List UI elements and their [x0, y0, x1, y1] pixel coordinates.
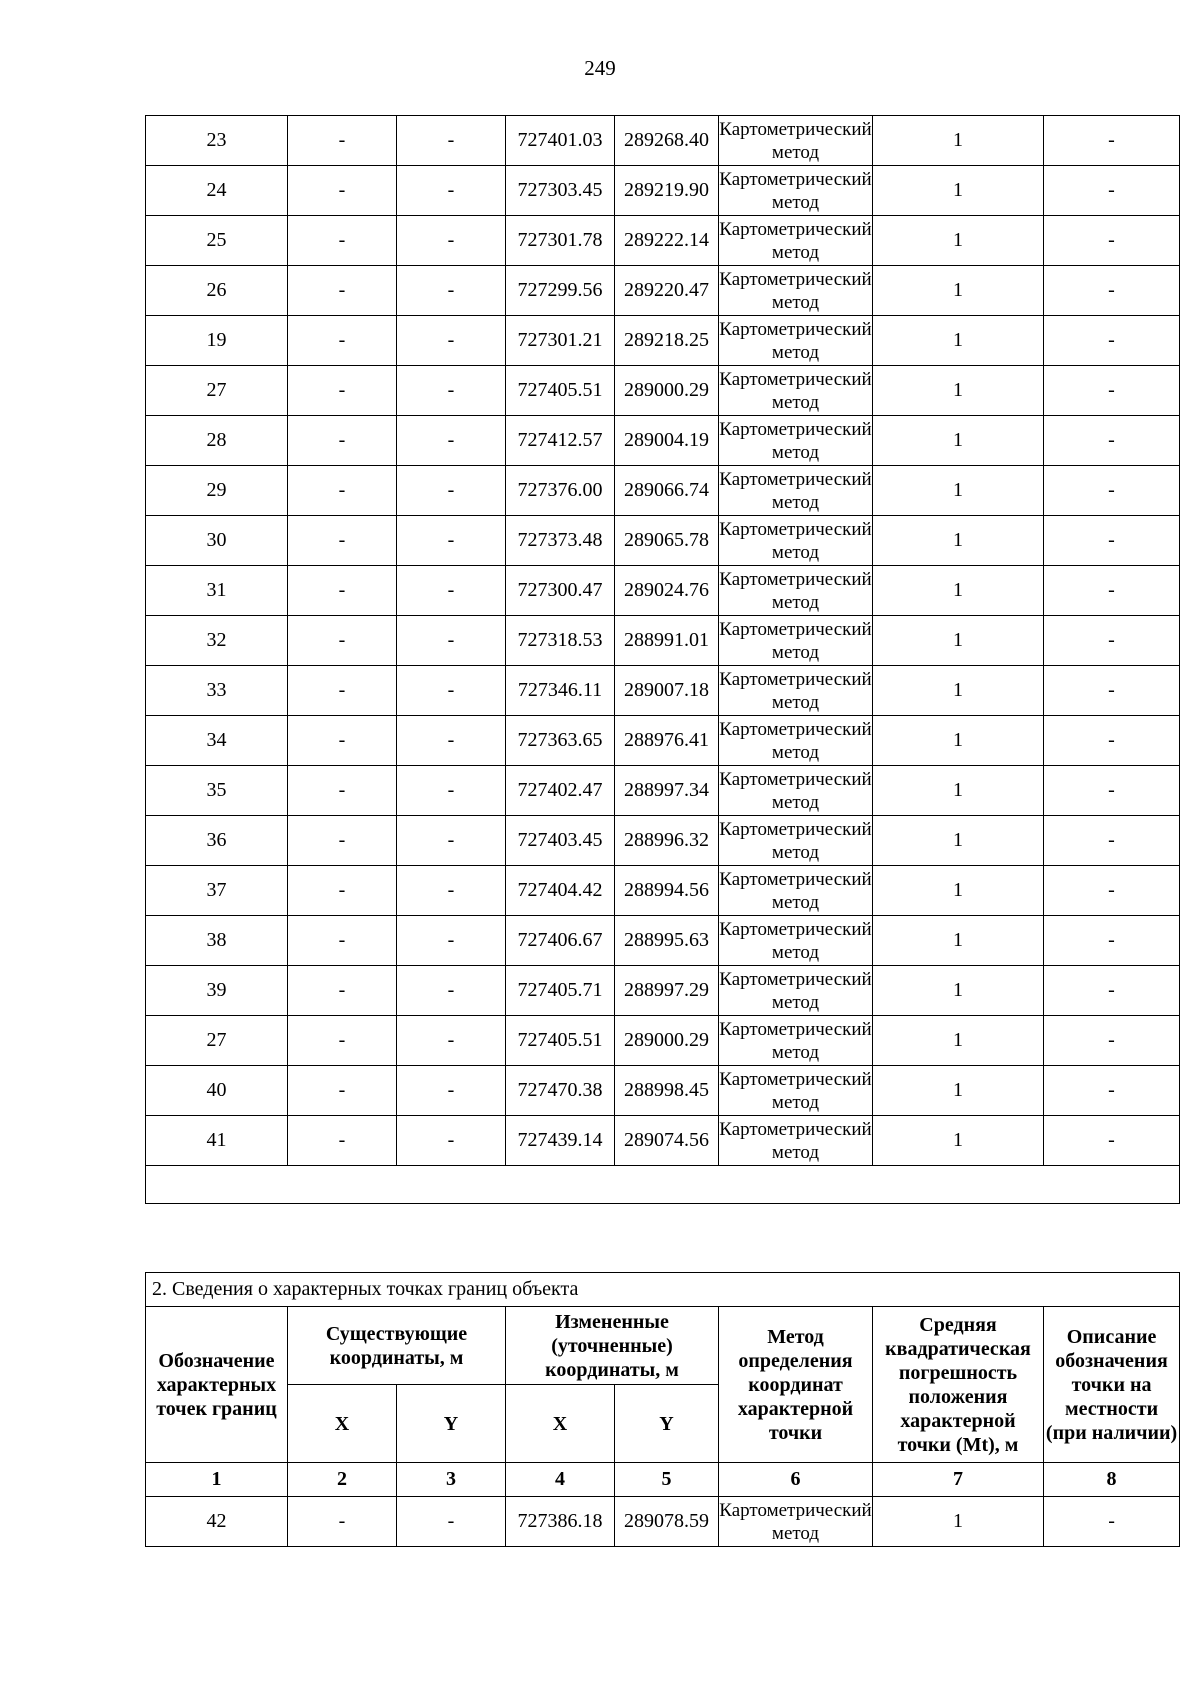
table-row	[146, 1497, 1180, 1547]
cell-changed-y: 289074.56	[615, 1116, 719, 1166]
cell-existing-y: -	[397, 1066, 506, 1116]
cell-changed-x: 727301.21	[506, 316, 615, 366]
cell-changed-x: 727412.57	[506, 416, 615, 466]
cell-existing-y: -	[397, 366, 506, 416]
cell-accuracy: 1	[873, 616, 1044, 666]
cell-method: Картометрический метод	[719, 266, 873, 316]
table-row	[146, 316, 1180, 366]
column-number: 2	[288, 1463, 397, 1497]
coordinates-table-continued	[145, 115, 1180, 1204]
cell-existing-y: -	[397, 966, 506, 1016]
cell-method: Картометрический метод	[719, 316, 873, 366]
cell-changed-x: 727376.00	[506, 466, 615, 516]
cell-description: -	[1044, 1066, 1180, 1116]
table-row	[146, 666, 1180, 716]
cell-description: -	[1044, 566, 1180, 616]
cell-changed-x: 727439.14	[506, 1116, 615, 1166]
cell-changed-y: 288995.63	[615, 916, 719, 966]
table-row	[146, 616, 1180, 666]
cell-description: -	[1044, 216, 1180, 266]
cell-changed-x: 727405.51	[506, 1016, 615, 1066]
cell-point: 33	[146, 666, 288, 716]
header-description: Описание обозначения точки на местности (при наличии)	[1044, 1307, 1180, 1463]
cell-accuracy: 1	[873, 116, 1044, 166]
cell-existing-y: -	[397, 1016, 506, 1066]
cell-accuracy: 1	[873, 766, 1044, 816]
cell-description: -	[1044, 666, 1180, 716]
cell-method: Картометрический метод	[719, 116, 873, 166]
cell-description: -	[1044, 466, 1180, 516]
cell-changed-x: 727373.48	[506, 516, 615, 566]
table-row	[146, 766, 1180, 816]
cell-changed-y: 288998.45	[615, 1066, 719, 1116]
column-number: 7	[873, 1463, 1044, 1497]
cell-changed-y: 289218.25	[615, 316, 719, 366]
cell-existing-y: -	[397, 1116, 506, 1166]
cell-existing-x: -	[288, 166, 397, 216]
cell-method: Картометрический метод	[719, 1497, 873, 1547]
cell-point: 25	[146, 216, 288, 266]
column-number: 1	[146, 1463, 288, 1497]
cell-accuracy: 1	[873, 816, 1044, 866]
cell-existing-x: -	[288, 966, 397, 1016]
cell-existing-x: -	[288, 1497, 397, 1547]
cell-changed-y: 289268.40	[615, 116, 719, 166]
cell-method: Картометрический метод	[719, 966, 873, 1016]
cell-existing-x: -	[288, 316, 397, 366]
cell-existing-x: -	[288, 766, 397, 816]
cell-description: -	[1044, 516, 1180, 566]
cell-existing-x: -	[288, 616, 397, 666]
cell-changed-y: 288996.32	[615, 816, 719, 866]
cell-point: 27	[146, 1016, 288, 1066]
cell-existing-x: -	[288, 1116, 397, 1166]
header-method: Метод определения координат характерной точки	[719, 1307, 873, 1463]
table-row	[146, 416, 1180, 466]
cell-changed-x: 727299.56	[506, 266, 615, 316]
table-row	[146, 1016, 1180, 1066]
cell-accuracy: 1	[873, 966, 1044, 1016]
cell-description: -	[1044, 916, 1180, 966]
header-changed-coordinates: Измененные (уточненные) координаты, м	[506, 1307, 719, 1385]
cell-description: -	[1044, 616, 1180, 666]
cell-changed-y: 288997.34	[615, 766, 719, 816]
cell-existing-x: -	[288, 816, 397, 866]
cell-changed-y: 289066.74	[615, 466, 719, 516]
table-row	[146, 816, 1180, 866]
section-title: 2. Сведения о характерных точках границ объекта	[146, 1273, 1180, 1307]
cell-existing-x: -	[288, 1016, 397, 1066]
cell-changed-y: 289000.29	[615, 366, 719, 416]
empty-row	[146, 1166, 1180, 1204]
cell-method: Картометрический метод	[719, 816, 873, 866]
cell-changed-x: 727405.51	[506, 366, 615, 416]
cell-existing-y: -	[397, 1497, 506, 1547]
column-number: 5	[615, 1463, 719, 1497]
cell-description: -	[1044, 316, 1180, 366]
cell-changed-x: 727318.53	[506, 616, 615, 666]
cell-description: -	[1044, 866, 1180, 916]
cell-accuracy: 1	[873, 416, 1044, 466]
cell-description: -	[1044, 366, 1180, 416]
cell-existing-y: -	[397, 516, 506, 566]
cell-method: Картометрический метод	[719, 216, 873, 266]
table-row	[146, 166, 1180, 216]
cell-description: -	[1044, 1497, 1180, 1547]
cell-point: 32	[146, 616, 288, 666]
cell-method: Картометрический метод	[719, 166, 873, 216]
cell-accuracy: 1	[873, 916, 1044, 966]
table-row	[146, 916, 1180, 966]
cell-existing-x: -	[288, 116, 397, 166]
cell-method: Картометрический метод	[719, 1066, 873, 1116]
cell-changed-y: 288997.29	[615, 966, 719, 1016]
cell-point: 30	[146, 516, 288, 566]
empty-cell	[146, 1166, 1180, 1204]
cell-changed-y: 289007.18	[615, 666, 719, 716]
cell-changed-y: 289004.19	[615, 416, 719, 466]
cell-point: 23	[146, 116, 288, 166]
cell-existing-y: -	[397, 216, 506, 266]
cell-method: Картометрический метод	[719, 666, 873, 716]
cell-point: 38	[146, 916, 288, 966]
cell-existing-x: -	[288, 416, 397, 466]
cell-existing-x: -	[288, 516, 397, 566]
cell-accuracy: 1	[873, 1116, 1044, 1166]
table-row	[146, 566, 1180, 616]
boundary-points-table-body	[146, 1497, 1180, 1547]
cell-existing-x: -	[288, 1066, 397, 1116]
cell-accuracy: 1	[873, 1497, 1044, 1547]
cell-existing-y: -	[397, 466, 506, 516]
cell-point: 27	[146, 366, 288, 416]
cell-description: -	[1044, 166, 1180, 216]
cell-existing-y: -	[397, 266, 506, 316]
cell-accuracy: 1	[873, 1066, 1044, 1116]
cell-point: 42	[146, 1497, 288, 1547]
cell-method: Картометрический метод	[719, 1016, 873, 1066]
cell-existing-y: -	[397, 166, 506, 216]
cell-accuracy: 1	[873, 366, 1044, 416]
cell-method: Картометрический метод	[719, 766, 873, 816]
cell-existing-y: -	[397, 816, 506, 866]
cell-changed-x: 727403.45	[506, 816, 615, 866]
cell-existing-x: -	[288, 216, 397, 266]
cell-method: Картометрический метод	[719, 716, 873, 766]
cell-accuracy: 1	[873, 566, 1044, 616]
cell-existing-y: -	[397, 566, 506, 616]
cell-changed-y: 289078.59	[615, 1497, 719, 1547]
table-row	[146, 966, 1180, 1016]
column-number: 6	[719, 1463, 873, 1497]
cell-changed-x: 727300.47	[506, 566, 615, 616]
cell-changed-y: 289222.14	[615, 216, 719, 266]
cell-changed-x: 727404.42	[506, 866, 615, 916]
cell-changed-y: 288976.41	[615, 716, 719, 766]
header-changed-x: X	[506, 1385, 615, 1463]
cell-existing-x: -	[288, 366, 397, 416]
cell-accuracy: 1	[873, 866, 1044, 916]
cell-changed-x: 727401.03	[506, 116, 615, 166]
cell-method: Картометрический метод	[719, 616, 873, 666]
cell-method: Картометрический метод	[719, 1116, 873, 1166]
cell-existing-y: -	[397, 666, 506, 716]
cell-accuracy: 1	[873, 516, 1044, 566]
cell-changed-x: 727301.78	[506, 216, 615, 266]
table-row	[146, 1116, 1180, 1166]
cell-accuracy: 1	[873, 1016, 1044, 1066]
coordinates-table-body	[146, 116, 1180, 1204]
cell-point: 40	[146, 1066, 288, 1116]
cell-accuracy: 1	[873, 666, 1044, 716]
table-row	[146, 516, 1180, 566]
table-row	[146, 716, 1180, 766]
cell-method: Картометрический метод	[719, 466, 873, 516]
cell-existing-x: -	[288, 916, 397, 966]
cell-changed-x: 727363.65	[506, 716, 615, 766]
column-number: 8	[1044, 1463, 1180, 1497]
cell-point: 29	[146, 466, 288, 516]
cell-changed-y: 288991.01	[615, 616, 719, 666]
cell-existing-x: -	[288, 266, 397, 316]
cell-method: Картометрический метод	[719, 566, 873, 616]
cell-existing-x: -	[288, 666, 397, 716]
header-changed-y: Y	[615, 1385, 719, 1463]
page-number: 249	[584, 56, 616, 80]
cell-method: Картометрический метод	[719, 866, 873, 916]
cell-description: -	[1044, 716, 1180, 766]
cell-description: -	[1044, 116, 1180, 166]
cell-point: 34	[146, 716, 288, 766]
cell-changed-y: 289065.78	[615, 516, 719, 566]
cell-changed-x: 727406.67	[506, 916, 615, 966]
table-row	[146, 366, 1180, 416]
cell-changed-x: 727346.11	[506, 666, 615, 716]
cell-accuracy: 1	[873, 166, 1044, 216]
column-number: 3	[397, 1463, 506, 1497]
table-row	[146, 466, 1180, 516]
cell-method: Картометрический метод	[719, 516, 873, 566]
cell-point: 39	[146, 966, 288, 1016]
column-number: 4	[506, 1463, 615, 1497]
table-row	[146, 216, 1180, 266]
header-existing-y: Y	[397, 1385, 506, 1463]
cell-accuracy: 1	[873, 316, 1044, 366]
cell-description: -	[1044, 766, 1180, 816]
cell-point: 35	[146, 766, 288, 816]
cell-existing-y: -	[397, 866, 506, 916]
cell-existing-y: -	[397, 716, 506, 766]
cell-description: -	[1044, 1016, 1180, 1066]
cell-existing-y: -	[397, 316, 506, 366]
cell-point: 41	[146, 1116, 288, 1166]
cell-method: Картометрический метод	[719, 366, 873, 416]
cell-method: Картометрический метод	[719, 416, 873, 466]
cell-existing-x: -	[288, 566, 397, 616]
cell-accuracy: 1	[873, 266, 1044, 316]
cell-changed-x: 727402.47	[506, 766, 615, 816]
cell-point: 26	[146, 266, 288, 316]
cell-description: -	[1044, 266, 1180, 316]
cell-existing-y: -	[397, 116, 506, 166]
cell-changed-x: 727405.71	[506, 966, 615, 1016]
cell-existing-x: -	[288, 716, 397, 766]
cell-point: 19	[146, 316, 288, 366]
cell-accuracy: 1	[873, 466, 1044, 516]
table-row	[146, 266, 1180, 316]
cell-existing-y: -	[397, 416, 506, 466]
cell-changed-y: 289000.29	[615, 1016, 719, 1066]
table-row	[146, 1066, 1180, 1116]
table-row	[146, 866, 1180, 916]
cell-description: -	[1044, 966, 1180, 1016]
cell-changed-x: 727386.18	[506, 1497, 615, 1547]
cell-accuracy: 1	[873, 216, 1044, 266]
cell-existing-x: -	[288, 866, 397, 916]
header-accuracy: Средняя квадратическая погрешность положения характерной точки (Mt), м	[873, 1307, 1044, 1463]
cell-point: 37	[146, 866, 288, 916]
cell-description: -	[1044, 416, 1180, 466]
cell-existing-y: -	[397, 766, 506, 816]
cell-existing-y: -	[397, 616, 506, 666]
header-existing-x: X	[288, 1385, 397, 1463]
cell-existing-x: -	[288, 466, 397, 516]
cell-description: -	[1044, 816, 1180, 866]
cell-changed-x: 727470.38	[506, 1066, 615, 1116]
cell-changed-y: 288994.56	[615, 866, 719, 916]
table-row	[146, 116, 1180, 166]
cell-existing-y: -	[397, 916, 506, 966]
cell-method: Картометрический метод	[719, 916, 873, 966]
header-point: Обозначение характерных точек границ	[146, 1307, 288, 1463]
boundary-points-table	[145, 1272, 1180, 1547]
cell-changed-y: 289219.90	[615, 166, 719, 216]
cell-accuracy: 1	[873, 716, 1044, 766]
header-existing-coordinates: Существующие координаты, м	[288, 1307, 506, 1385]
cell-point: 36	[146, 816, 288, 866]
cell-description: -	[1044, 1116, 1180, 1166]
cell-changed-y: 289220.47	[615, 266, 719, 316]
cell-point: 31	[146, 566, 288, 616]
cell-point: 24	[146, 166, 288, 216]
cell-point: 28	[146, 416, 288, 466]
cell-changed-y: 289024.76	[615, 566, 719, 616]
cell-changed-x: 727303.45	[506, 166, 615, 216]
